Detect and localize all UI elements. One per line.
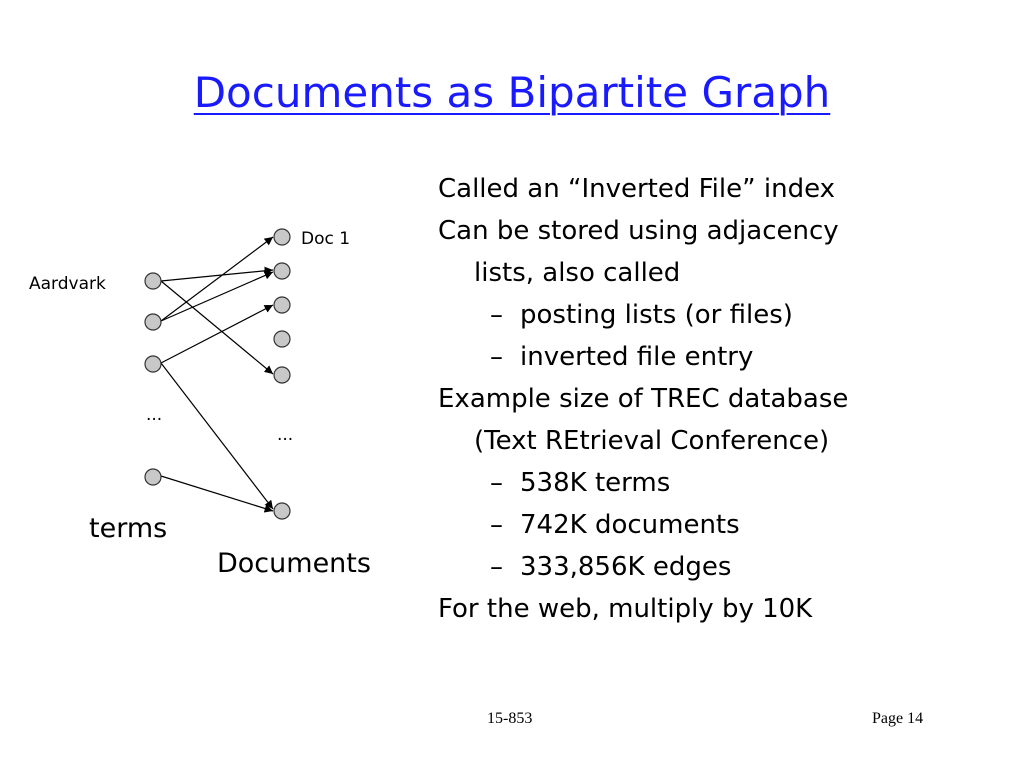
term-node-n — [145, 469, 161, 485]
term-node-aardvark — [145, 273, 161, 289]
doc-node-2 — [274, 263, 290, 279]
sub-bullet-item: – 742K documents — [490, 510, 740, 540]
edge-term3-docn — [161, 363, 273, 509]
terms-caption: terms — [89, 513, 168, 544]
slide-title: Documents as Bipartite Graph — [193, 68, 831, 117]
sub-bullet-item: – posting lists (or files) — [490, 300, 793, 330]
doc-node-1 — [274, 229, 290, 245]
edge-aardvark-doc5 — [161, 281, 273, 374]
aardvark-label: Aardvark — [29, 274, 106, 294]
docs-ellipsis: ... — [277, 425, 294, 445]
doc-node-n — [274, 503, 290, 519]
bullet-list — [438, 168, 998, 630]
doc-node-3 — [274, 297, 290, 313]
bullet-item: Can be stored using adjacency lists, also called — [438, 216, 839, 288]
documents-caption: Documents — [217, 548, 371, 579]
bipartite-graph — [0, 0, 420, 620]
edge-termn-docn — [161, 476, 273, 511]
bullet-item: For the web, multiply by 10K — [438, 594, 813, 624]
bullet-item: Example size of TREC database (Text REtrieval Conference) — [438, 384, 849, 456]
doc-node-5 — [274, 367, 290, 383]
term-node-3 — [145, 356, 161, 372]
sub-bullet-item: – 538K terms — [490, 468, 671, 498]
terms-ellipsis: ... — [146, 405, 163, 425]
footer-course: 15-853 — [487, 710, 533, 727]
doc-node-4 — [274, 331, 290, 347]
sub-bullet-item: – inverted file entry — [490, 342, 754, 372]
sub-bullet-item: – 333,856K edges — [490, 552, 732, 582]
term-node-2 — [145, 314, 161, 330]
doc1-label: Doc 1 — [301, 229, 351, 249]
footer-page-number: Page 14 — [872, 710, 924, 727]
bullet-item: Called an “Inverted File” index — [438, 174, 835, 204]
